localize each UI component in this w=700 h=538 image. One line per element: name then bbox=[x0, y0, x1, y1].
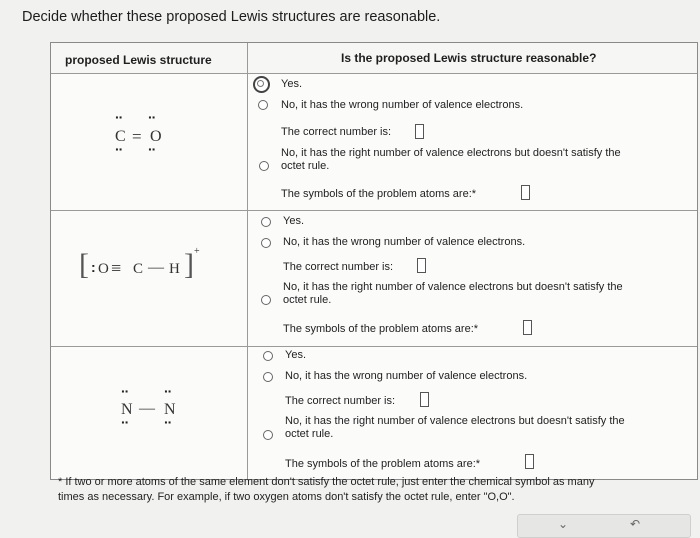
chevron-down-icon[interactable]: ⌄ bbox=[558, 517, 569, 531]
column-header-structure: proposed Lewis structure bbox=[65, 53, 212, 67]
option-text-line: No, it has the right number of valence electrons but doesn't satisfy the bbox=[281, 147, 621, 159]
column-divider bbox=[247, 43, 248, 479]
correct-number-label-3: The correct number is: bbox=[285, 395, 396, 407]
radio-yes-3[interactable] bbox=[263, 351, 273, 361]
charge-plus: + bbox=[194, 246, 200, 257]
option-text-line: octet rule. bbox=[281, 160, 330, 172]
option-text-line: No, it has the right number of valence electrons but doesn't satisfy the bbox=[285, 415, 625, 427]
option-wrong-valence-3: No, it has the wrong number of valence electrons. bbox=[285, 370, 528, 382]
triple-bond: ≡ bbox=[111, 258, 122, 278]
question-prompt: Decide whether these proposed Lewis structures are reasonable. bbox=[22, 9, 441, 25]
option-text-line: octet rule. bbox=[285, 428, 334, 440]
atom-h: H bbox=[169, 261, 180, 277]
option-text-line: No, it has the right number of valence electrons but doesn't satisfy the bbox=[283, 281, 623, 293]
radio-right-valence-3[interactable] bbox=[263, 430, 273, 440]
radio-yes-2[interactable] bbox=[261, 217, 271, 227]
atom-o: O bbox=[98, 261, 109, 277]
undo-icon[interactable]: ↶ bbox=[630, 517, 641, 531]
atom-o: O bbox=[150, 128, 162, 145]
atom-c: C bbox=[115, 128, 126, 145]
radio-right-valence-2[interactable] bbox=[261, 295, 271, 305]
option-right-valence-2 bbox=[283, 281, 623, 307]
row-divider bbox=[51, 346, 697, 347]
problem-atoms-label-1: The symbols of the problem atoms are:* bbox=[281, 188, 477, 200]
table-header bbox=[51, 43, 697, 74]
problem-atoms-input-3[interactable] bbox=[525, 454, 534, 469]
column-header-reasonable: Is the proposed Lewis structure reasonable? bbox=[341, 51, 597, 65]
row-divider bbox=[51, 210, 697, 211]
lewis-structure-table: proposed Lewis structure Is the proposed Lewis structure reasonable? ·· ·· C = O ·· ·· Yes. No, it has the wrong number of valence electrons. The correct number is: No, it has the right number of valence electrons but doesn't satisfy the octet rule. The symbols of the problem atoms are:* [ : O ≡ C — H ] + Yes. No, it has the wrong number of valence electrons. The correct number is: No, it has the right number of valence electrons but doesn't satisfy the octet rule. The symbols of the problem atoms are:* ·· ·· N — N ·· ·· Yes. No, it has the wrong number of valence electrons. The correct number is: No, it has the right number of valence electrons but doesn't satisfy the octet rule. The symbols of the problem atoms are:* bbox=[50, 42, 698, 480]
problem-atoms-label-3: The symbols of the problem atoms are:* bbox=[285, 458, 481, 470]
radio-wrong-valence-2[interactable] bbox=[261, 238, 271, 248]
single-bond: — bbox=[139, 400, 155, 417]
correct-number-label-1: The correct number is: bbox=[281, 126, 392, 138]
option-yes-3: Yes. bbox=[285, 349, 307, 361]
single-bond: — bbox=[148, 259, 164, 276]
double-bond: = bbox=[132, 127, 142, 146]
atom-n: N bbox=[121, 401, 133, 418]
problem-atoms-label-2: The symbols of the problem atoms are:* bbox=[283, 323, 479, 335]
footnote-line: times as necessary. For example, if two oxygen atoms don't satisfy the octet rule, enter "O,O". bbox=[58, 491, 515, 503]
radio-yes-1[interactable] bbox=[253, 76, 270, 93]
problem-atoms-input-2[interactable] bbox=[523, 320, 532, 335]
radio-right-valence-1[interactable] bbox=[259, 161, 269, 171]
atom-n: N bbox=[164, 401, 176, 418]
option-yes-1: Yes. bbox=[281, 78, 303, 90]
correct-number-label-2: The correct number is: bbox=[283, 261, 394, 273]
radio-wrong-valence-3[interactable] bbox=[263, 372, 273, 382]
problem-atoms-input-1[interactable] bbox=[521, 185, 530, 200]
option-yes-2: Yes. bbox=[283, 215, 305, 227]
option-wrong-valence-2: No, it has the wrong number of valence electrons. bbox=[283, 236, 526, 248]
footnote-line: * If two or more atoms of the same element don't satisfy the octet rule, just enter the chemical symbol as many bbox=[58, 476, 595, 488]
answer-toolbar bbox=[517, 514, 691, 538]
option-wrong-valence-1: No, it has the wrong number of valence electrons. bbox=[281, 99, 524, 111]
option-right-valence-1 bbox=[281, 147, 621, 173]
option-text-line: octet rule. bbox=[283, 294, 332, 306]
footnote bbox=[58, 475, 688, 505]
radio-wrong-valence-1[interactable] bbox=[258, 100, 268, 110]
correct-number-input-3[interactable] bbox=[420, 392, 429, 407]
atom-c: C bbox=[133, 261, 144, 277]
correct-number-input-2[interactable] bbox=[417, 258, 426, 273]
correct-number-input-1[interactable] bbox=[415, 124, 424, 139]
option-right-valence-3 bbox=[285, 415, 625, 441]
